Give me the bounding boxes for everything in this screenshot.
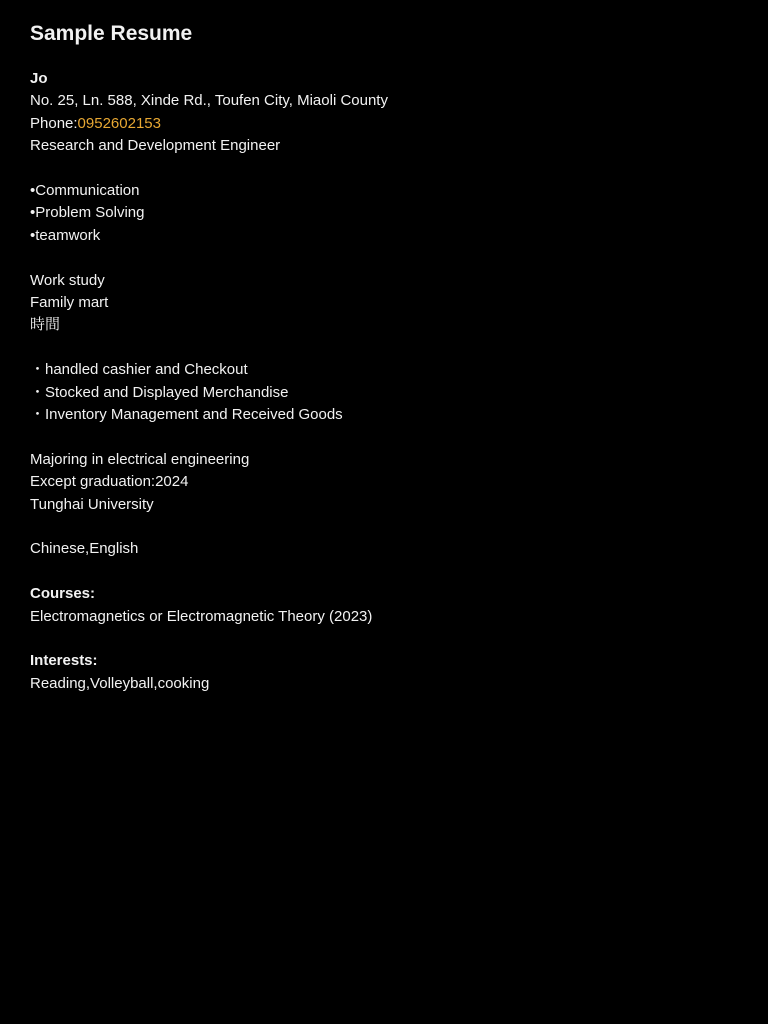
work-role: Work study <box>30 271 105 289</box>
spacer <box>30 337 738 359</box>
document-title: Sample Resume <box>30 22 193 45</box>
phone-label: Phone: <box>30 114 78 132</box>
address-line: No. 25, Ln. 588, Xinde Rd., Toufen City, Miaoli County <box>30 92 388 110</box>
skill-item: •teamwork <box>30 226 101 244</box>
courses-heading: Courses: <box>30 585 96 603</box>
skill-item: •Communication <box>30 182 140 200</box>
interests-line: Reading,Volleyball,cooking <box>30 674 210 692</box>
duty-item: ・Inventory Management and Received Goods <box>30 406 343 424</box>
education-school: Tunghai University <box>30 495 154 513</box>
candidate-name: Jo <box>30 70 48 87</box>
position-line: Research and Development Engineer <box>30 137 281 155</box>
spacer <box>30 561 738 583</box>
spacer <box>30 516 738 538</box>
duty-item: ・handled cashier and Checkout <box>30 361 248 379</box>
skill-item: •Problem Solving <box>30 204 145 222</box>
education-major: Majoring in electrical engineering <box>30 450 250 468</box>
spacer <box>30 628 738 650</box>
courses-line: Electromagnetics or Electromagnetic Theory (2023) <box>30 607 373 625</box>
phone-line <box>30 113 738 135</box>
work-time: 時間 <box>30 316 61 334</box>
spacer <box>30 158 738 180</box>
languages-line: Chinese,English <box>30 540 139 558</box>
interests-heading: Interests: <box>30 652 98 670</box>
duty-item: ・Stocked and Displayed Merchandise <box>30 383 289 401</box>
phone-number-link[interactable]: 0952602153 <box>77 114 161 132</box>
work-company: Family mart <box>30 294 109 312</box>
education-graduation: Except graduation:2024 <box>30 473 189 491</box>
spacer <box>30 426 738 448</box>
spacer <box>30 247 738 269</box>
